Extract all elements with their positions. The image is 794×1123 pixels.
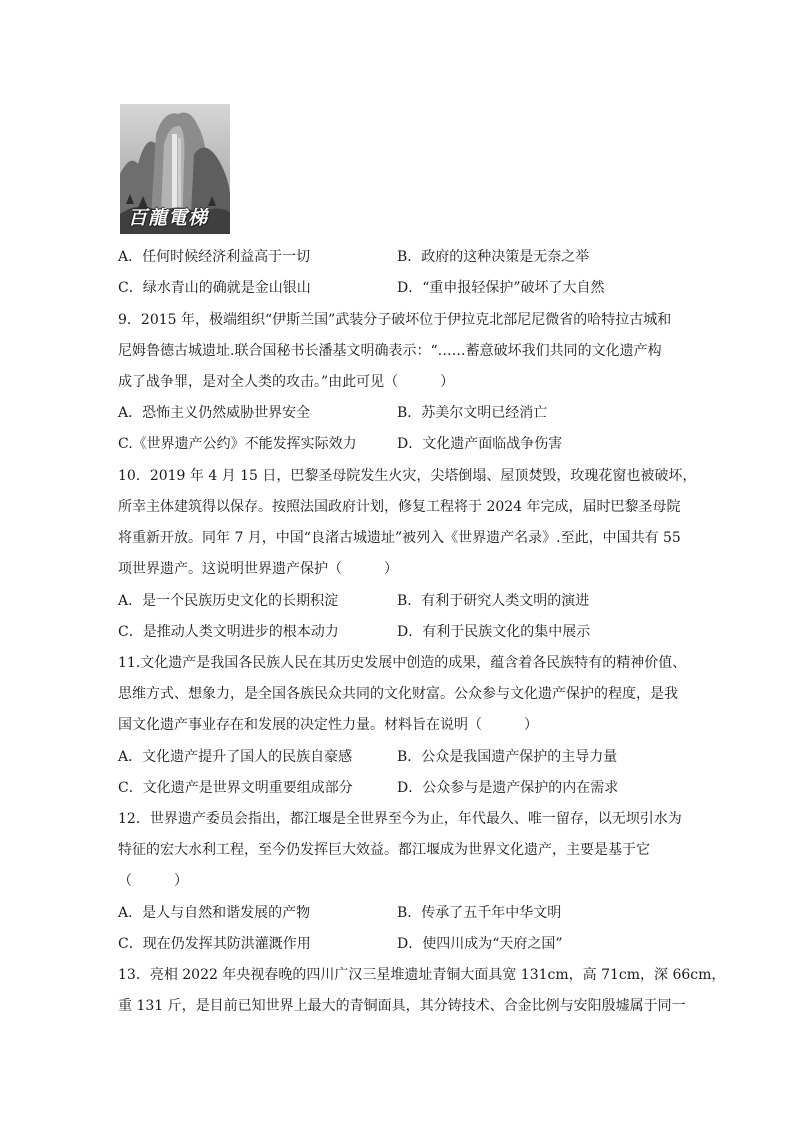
q11-option-d: D．公众参与是遗产保护的内在需求 xyxy=(397,780,619,796)
q9-stem-line: 尼姆鲁德古城遗址.联合国秘书长潘基文明确表示：“……蓄意破坏我们共同的文化遗产构 xyxy=(118,343,662,359)
photo-caption: 百龍電梯 xyxy=(128,207,209,229)
q9-stem-line: 成了战争罪，是对全人类的攻击。”由此可见（ ） xyxy=(118,374,455,390)
q9-option-c: C.《世界遗产公约》不能发挥实际效力 xyxy=(118,436,357,452)
q8-option-b: B．政府的这种决策是无奈之举 xyxy=(397,249,590,265)
q10-stem-line: 所幸主体建筑得以保存。按照法国政府计划，修复工程将于 2024 年完成，届时巴黎圣母院 xyxy=(118,499,681,515)
q10-option-a: A．是一个民族历史文化的长期积淀 xyxy=(118,593,339,609)
q10-option-d: D．有利于民族文化的集中展示 xyxy=(397,624,591,640)
q12-option-b: B．传承了五千年中华文明 xyxy=(397,905,562,921)
q10-stem-line: 将重新开放。同年 7 月，中国“良渚古城遗址”被列入《世界遗产名录》.至此，中国共有 55 xyxy=(118,530,681,546)
q12-option-a: A．是人与自然和谐发展的产物 xyxy=(118,905,311,921)
q8-option-a: A．任何时候经济利益高于一切 xyxy=(118,249,311,265)
q11-stem-line: 11.文化遗产是我国各民族人民在其历史发展中创造的成果，蕴含着各民族特有的精神价值、 xyxy=(118,655,687,671)
q12-option-c: C．现在仍发挥其防洪灌溉作用 xyxy=(118,936,311,952)
q9-stem-line: 9．2015 年，极端组织“伊斯兰国”武装分子破坏位于伊拉克北部尼尼微省的哈特拉古城和 xyxy=(118,312,672,328)
q9-option-d: D．文化遗产面临战争伤害 xyxy=(397,436,563,452)
q11-stem-line: 思维方式、想象力，是全国各族民众共同的文化财富。公众参与文化遗产保护的程度，是我 xyxy=(118,686,678,702)
q10-stem-line: 项世界遗产。这说明世界遗产保护（ ） xyxy=(118,561,398,577)
q11-option-a: A．文化遗产提升了国人的民族自豪感 xyxy=(118,749,353,765)
q11-stem-line: 国文化遗产事业存在和发展的决定性力量。材料旨在说明（ ） xyxy=(118,717,538,733)
q11-option-b: B．公众是我国遗产保护的主导力量 xyxy=(397,749,618,765)
q13-stem-line: 重 131 斤，是目前已知世界上最大的青铜面具，其分铸技术、合金比例与安阳殷墟属于同一 xyxy=(118,998,686,1014)
q10-option-b: B．有利于研究人类文明的演进 xyxy=(397,593,590,609)
q12-option-d: D．使四川成为“天府之国” xyxy=(397,936,563,952)
cliff-elevator-photo xyxy=(120,104,230,234)
q12-stem-line: （ ） xyxy=(118,873,188,889)
q12-stem-line: 特征的宏大水利工程，至今仍发挥巨大效益。都江堰成为世界文化遗产，主要是基于它 xyxy=(118,842,650,858)
q13-stem-line: 13．亮相 2022 年央视春晚的四川广汉三星堆遗址青铜大面具宽 131cm，高 71cm，深 66cm， xyxy=(118,967,726,983)
q10-stem-line: 10．2019 年 4 月 15 日，巴黎圣母院发生火灾，尖塔倒塌、屋顶焚毁，玫瑰花窗也被破坏， xyxy=(118,468,697,484)
q12-stem-line: 12．世界遗产委员会指出，都江堰是全世界至今为止，年代最久、唯一留存，以无坝引水为 xyxy=(118,811,682,827)
q11-option-c: C．文化遗产是世界文明重要组成部分 xyxy=(118,780,353,796)
q10-option-c: C．是推动人类文明进步的根本动力 xyxy=(118,624,339,640)
q8-option-c: C．绿水青山的确就是金山银山 xyxy=(118,280,311,296)
q8-option-d: D．“重申报轻保护”破坏了大自然 xyxy=(397,280,605,296)
q9-option-b: B．苏美尔文明已经消亡 xyxy=(397,405,548,421)
q9-option-a: A．恐怖主义仍然威胁世界安全 xyxy=(118,405,311,421)
